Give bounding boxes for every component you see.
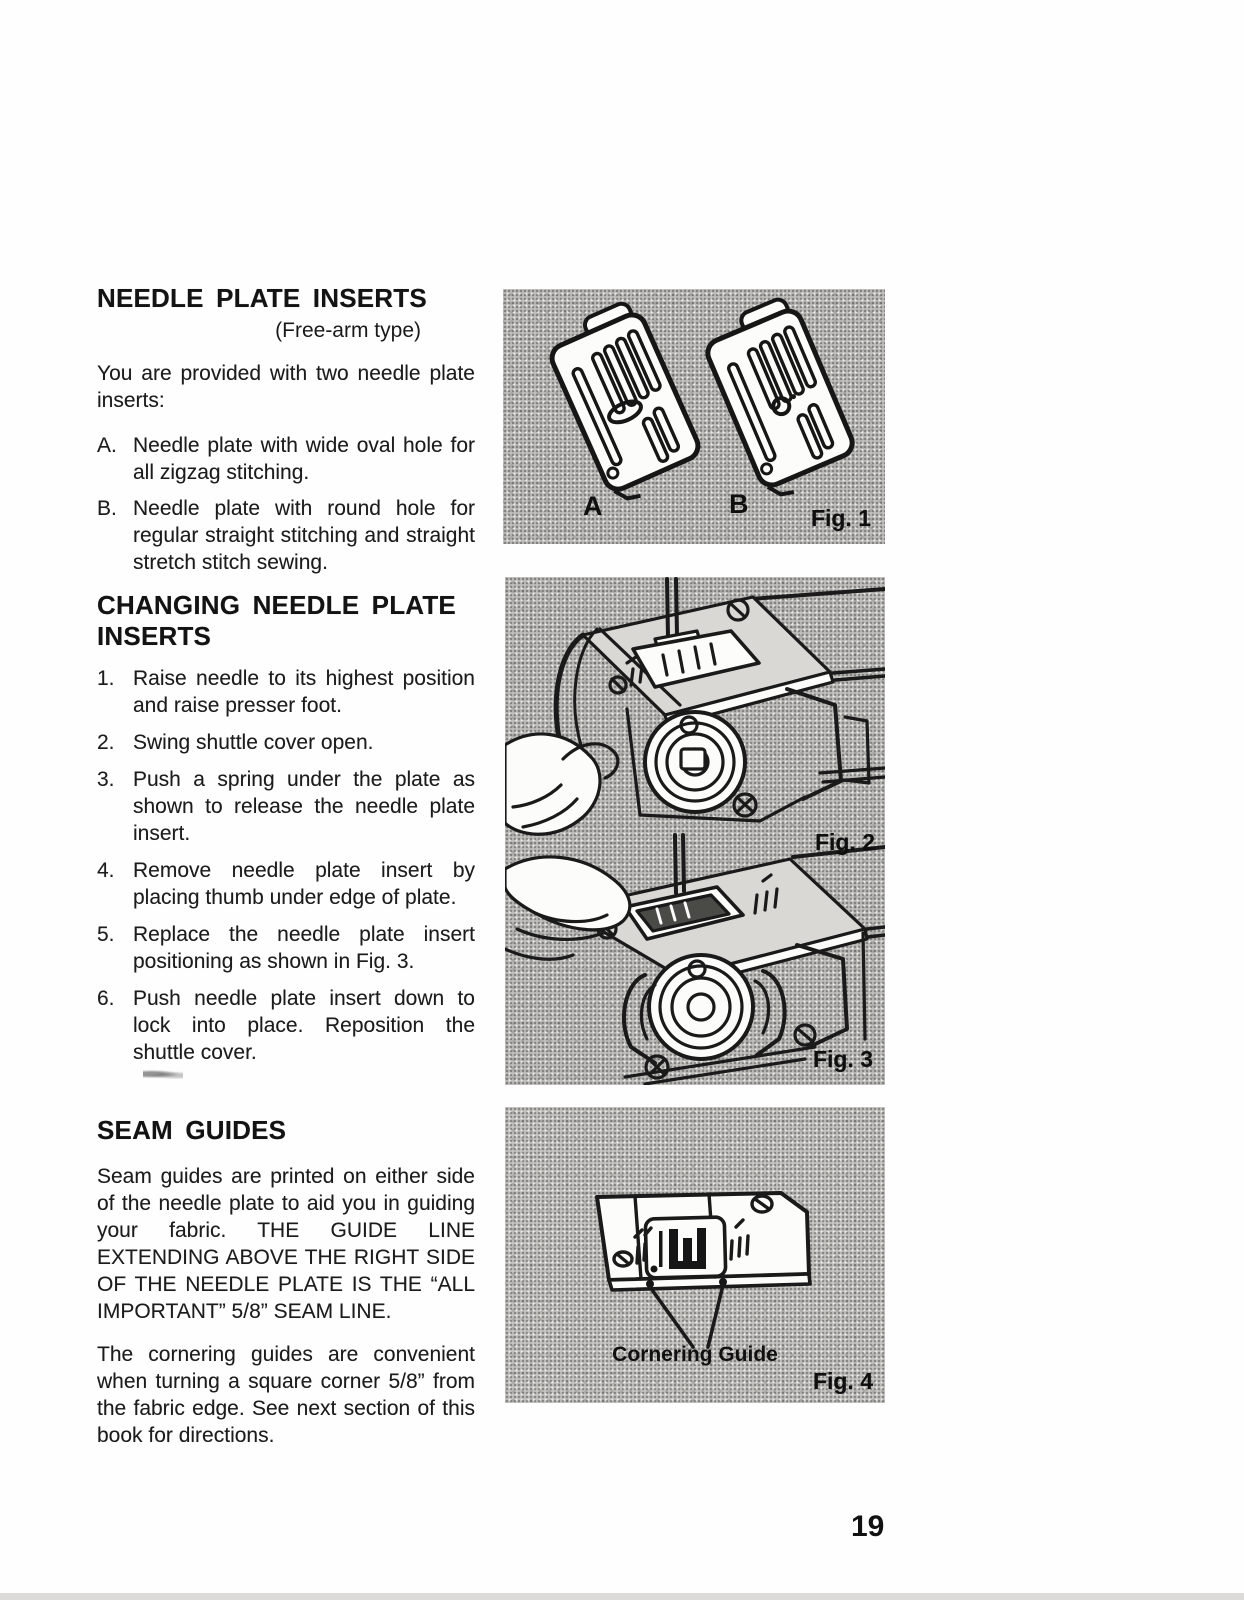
insert-types-list <box>97 432 475 576</box>
step-text: Remove needle plate insert by placing thumb under edge of plate. <box>133 859 475 909</box>
step-5 <box>97 921 475 975</box>
list-item-text: Needle plate with wide oval hole for all zigzag stitching. <box>133 434 475 484</box>
step-text: Replace the needle plate insert positioning as shown in Fig. 3. <box>133 923 475 973</box>
section-title-needle-plate-inserts: NEEDLE PLATE INSERTS <box>97 283 427 313</box>
page-number: 19 <box>851 1510 885 1543</box>
list-item-a <box>97 432 475 486</box>
step-number: 4. <box>97 859 115 882</box>
figure-4 <box>505 1107 885 1403</box>
list-item-text: Needle plate with round hole for regular straight stitching and straight stretch stitch sewing. <box>133 497 475 574</box>
cornering-guide-annotation: Cornering Guide <box>612 1343 778 1366</box>
figure-1-caption: Fig. 1 <box>810 505 871 531</box>
scan-edge-shadow <box>0 1593 1244 1600</box>
intro-paragraph: You are provided with two needle plate inserts: <box>97 362 475 412</box>
step-number: 2. <box>97 731 115 754</box>
changing-steps-list <box>97 665 475 1066</box>
step-2 <box>97 729 475 756</box>
figure-4-caption: Fig. 4 <box>812 1368 873 1394</box>
step-1 <box>97 665 475 719</box>
step-text: Push needle plate insert down to lock into place. Reposition the shuttle cover. <box>133 987 475 1064</box>
list-marker: A. <box>97 434 117 457</box>
section-title-changing-needle-plate-inserts: CHANGING NEEDLE PLATE INSERTS <box>97 590 456 651</box>
list-item-b <box>97 495 475 576</box>
step-text: Swing shuttle cover open. <box>133 731 374 754</box>
step-3 <box>97 766 475 847</box>
list-marker: B. <box>97 497 117 520</box>
step-number: 3. <box>97 768 115 791</box>
step-number: 5. <box>97 923 115 946</box>
step-text: Raise needle to its highest position and raise presser foot. <box>133 667 475 717</box>
seam-guides-paragraph-2: The cornering guides are convenient when turning a square corner 5/8” from the fabric edge. See next section of this book for directions. <box>97 1343 475 1447</box>
section-title-seam-guides: SEAM GUIDES <box>97 1115 287 1145</box>
figure-2-3 <box>505 577 885 1085</box>
plate-b-label: B <box>729 489 749 519</box>
step-text: Push a spring under the plate as shown to release the needle plate insert. <box>133 768 475 845</box>
plate-a-label: A <box>583 491 603 521</box>
ink-smudge <box>143 1070 183 1079</box>
step-4 <box>97 857 475 911</box>
figure-1 <box>503 289 885 544</box>
seam-guides-paragraph-1: Seam guides are printed on either side of the needle plate to aid you in guiding your fabric. THE GUIDE LINE EXTENDING ABOVE THE RIGHT SIDE OF THE NEEDLE PLATE IS THE “ALL IMPORTANT” 5/8” SEAM LINE. <box>97 1165 475 1323</box>
step-number: 6. <box>97 987 115 1010</box>
figure-2-caption: Fig. 2 <box>814 829 875 855</box>
step-number: 1. <box>97 667 115 690</box>
text-column <box>97 283 475 1449</box>
section-subtitle-free-arm-type: (Free-arm type) <box>275 319 421 342</box>
figure-3-caption: Fig. 3 <box>812 1046 873 1072</box>
step-6 <box>97 985 475 1066</box>
